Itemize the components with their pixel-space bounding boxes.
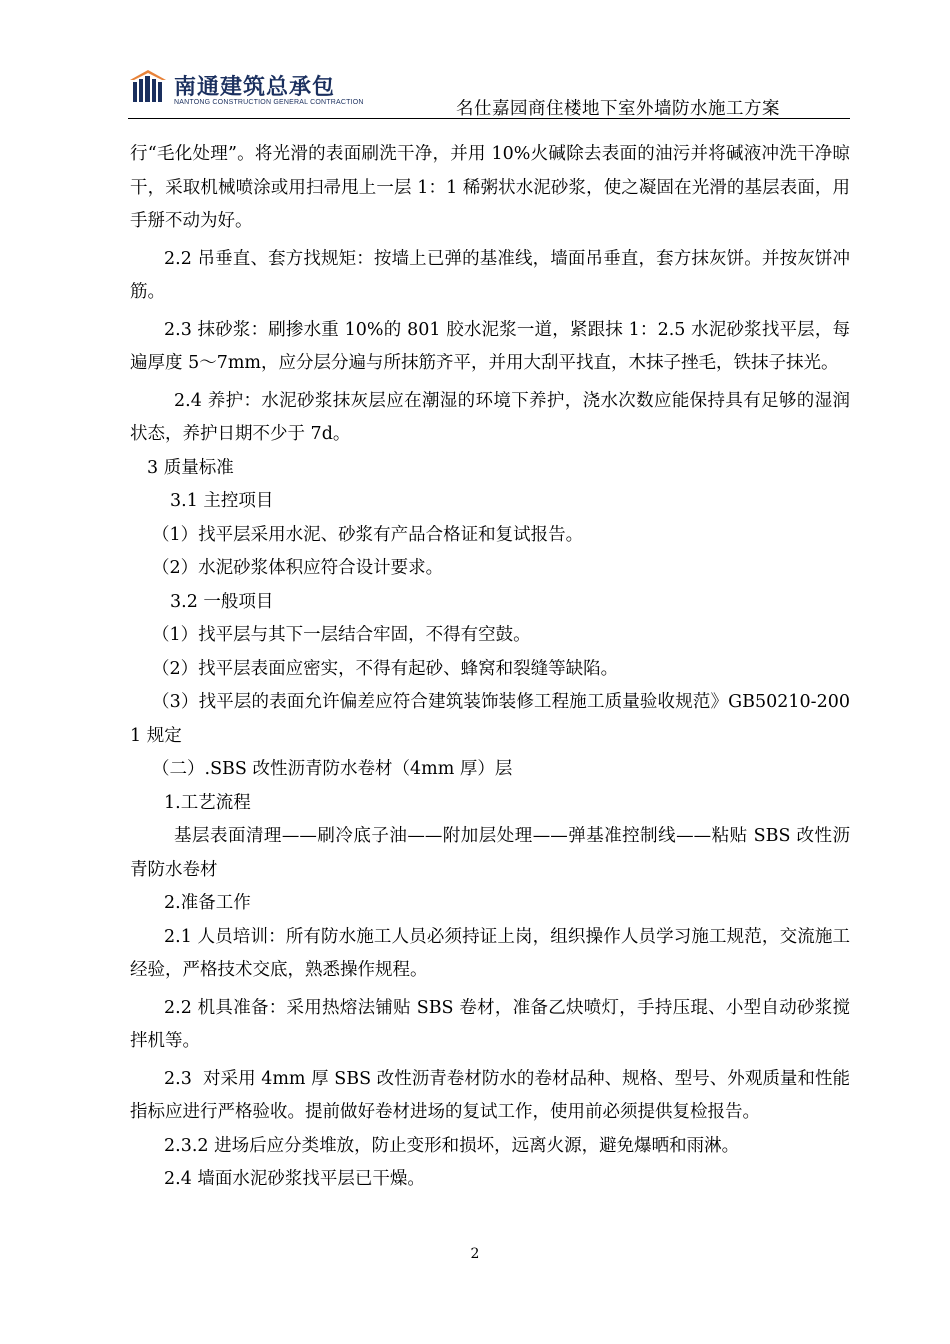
- section-heading: （二）.SBS 改性沥青防水卷材（4mm 厚）层: [152, 759, 513, 779]
- header-divider: [128, 118, 850, 119]
- paragraph: 2.2 机具准备：采用热熔法铺贴 SBS 卷材，准备乙炔喷灯，手持压琨、小型自动砂浆搅拌机等。: [130, 997, 850, 1051]
- paragraph: 2.3 抹砂浆：刷掺水重 10%的 801 胶水泥浆一道，紧跟抹 1：2.5 水泥砂浆找平层，每遍厚度 5～7mm，应分层分遍与所抹筋齐平，并用大刮平找直，木抹子挫毛，铁抹子抹光。: [130, 319, 850, 373]
- document-body: [130, 138, 850, 1197]
- paragraph: 行“毛化处理”。将光滑的表面刷洗干净，并用 10%火碱除去表面的油污并将碱液冲洗干净晾干，采取机械喷涂或用扫帚甩上一层 1：1 稀粥状水泥砂浆，使之凝固在光滑的基层表面，用手掰不动为好。: [130, 144, 850, 231]
- paragraph: 2.3.2 进场后应分类堆放，防止变形和损坏，远离火源，避免爆晒和雨淋。: [164, 1135, 740, 1156]
- paragraph: 2.4 养护：水泥砂浆抹灰层应在潮湿的环境下养护，浇水次数应能保持具有足够的湿润状态，养护日期不少于 7d。: [130, 390, 850, 444]
- paragraph: 基层表面清理——刷冷底子油——附加层处理——弹基准控制线——粘贴 SBS 改性沥青防水卷材: [130, 826, 850, 880]
- list-item: （1）找平层与其下一层结合牢固，不得有空鼓。: [152, 625, 531, 645]
- paragraph: 2.4 墙面水泥砂浆找平层已干燥。: [164, 1169, 425, 1189]
- paragraph: 2.1 人员培训：所有防水施工人员必须持证上岗，组织操作人员学习施工规范，交流施工经验，严格技术交底，熟悉操作规程。: [130, 926, 850, 980]
- company-logo: [128, 64, 368, 112]
- list-item: （2）找平层表面应密实，不得有起砂、蜂窝和裂缝等缺陷。: [152, 658, 619, 679]
- page-number: 2: [470, 1246, 480, 1262]
- page-header: [128, 62, 850, 122]
- list-item: （3）找平层的表面允许偏差应符合建筑装饰装修工程施工质量验收规范》GB50210-2001 规定: [130, 692, 850, 746]
- logo-english-name: NANTONG CONSTRUCTION GENERAL CONTRACTION: [174, 99, 364, 106]
- company-logo-icon: [128, 68, 168, 104]
- section-heading: 3 质量标准: [147, 457, 234, 478]
- logo-chinese-name: 南通建筑总承包: [174, 75, 336, 100]
- subsection-heading: 2.准备工作: [164, 893, 251, 913]
- list-item: （1）找平层采用水泥、砂浆有产品合格证和复试报告。: [152, 524, 584, 545]
- subsection-heading: 3.1 主控项目: [170, 491, 274, 511]
- subsection-heading: 3.2 一般项目: [170, 591, 274, 612]
- paragraph: 2.2 吊垂直、套方找规矩：按墙上已弹的基准线，墙面吊垂直，套方抹灰饼。并按灰饼冲筋。: [130, 248, 850, 302]
- list-item: （2）水泥砂浆体积应符合设计要求。: [152, 558, 444, 578]
- document-title: 名仕嘉园商住楼地下室外墙防水施工方案: [456, 99, 780, 119]
- subsection-heading: 1.工艺流程: [164, 792, 251, 813]
- paragraph: 2.3 对采用 4mm 厚 SBS 改性沥青卷材防水的卷材品种、规格、型号、外观质量和性能指标应进行严格验收。提前做好卷材进场的复试工作，使用前必须提供复检报告。: [130, 1068, 850, 1122]
